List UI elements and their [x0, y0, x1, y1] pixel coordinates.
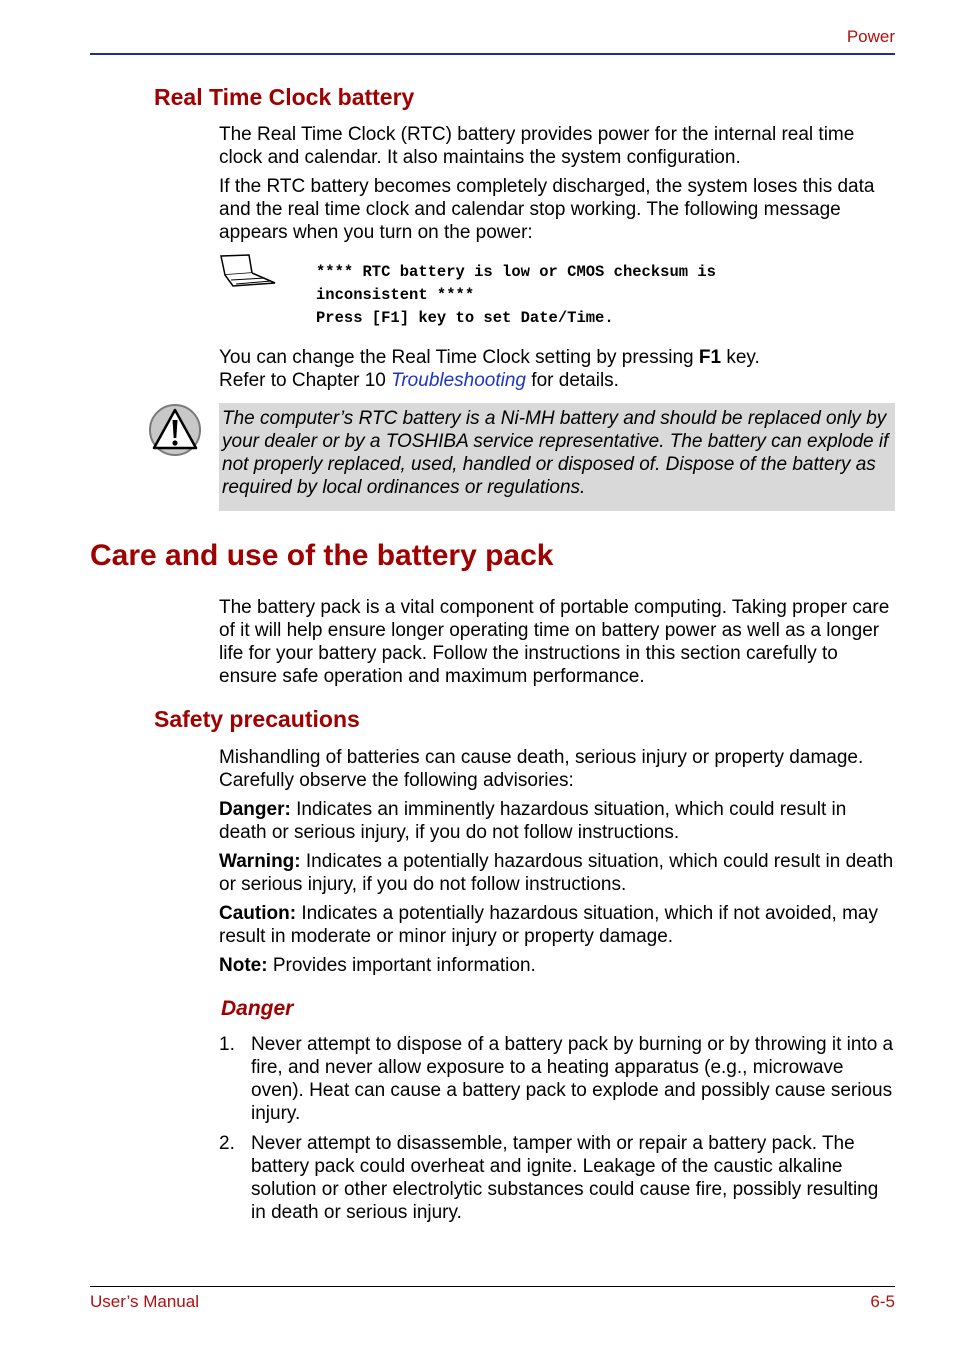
- caution-triangle-icon: [148, 403, 202, 457]
- care-heading: Care and use of the battery pack: [90, 539, 554, 572]
- header-rule: [90, 53, 895, 55]
- troubleshooting-link[interactable]: Troubleshooting: [391, 370, 527, 391]
- danger-list: [219, 1033, 895, 1231]
- definition-danger: Danger: Indicates an imminently hazardous situation, which could result in death or serious injury, if you do not follow instructions.: [219, 799, 847, 843]
- list-item: 1. Never attempt to dispose of a battery pack by burning or by throwing it into a fire, and never allow exposure to a heating apparatus (e.g., microwave oven). Heat can cause a battery pack to explode and possibly cause serious injury.: [219, 1034, 894, 1124]
- footer-manual-title: User’s Manual: [90, 1292, 199, 1311]
- rtc-body: [219, 123, 895, 250]
- safety-intro: Mishandling of batteries can cause death, serious injury or property damage. Carefully observe the following advisories:: [219, 747, 864, 791]
- list-item: 2. Never attempt to disassemble, tamper with or repair a battery pack. The battery pack could overheat and ignite. Leakage of the caustic alkaline solution or other electrolytic substances could cause fire, possibly resulting in death or serious injury.: [219, 1133, 879, 1223]
- page-number: 6-5: [870, 1292, 895, 1311]
- rtc-para-1: The Real Time Clock (RTC) battery provides power for the internal real time clock and calendar. It also maintains the system configuration.: [219, 124, 855, 168]
- f1-key: F1: [698, 347, 722, 368]
- rtc-message: [316, 261, 716, 330]
- care-intro: The battery pack is a vital component of portable computing. Taking proper care of it will help ensure longer operating time on battery power as well as a longer life for your battery pack. Follow the instructions in this section carefully to ensure safe operation and maximum performance.: [219, 597, 890, 687]
- definition-warning: Warning: Indicates a potentially hazardous situation, which could result in death or serious injury, if you do not follow instructions.: [219, 851, 894, 895]
- running-header: Power: [846, 27, 895, 46]
- rtc-message-line-3: Press [F1] key to set Date/Time.: [316, 309, 614, 327]
- safety-body: [219, 746, 895, 983]
- caution-note: [219, 403, 895, 511]
- rtc-para-2: If the RTC battery becomes completely discharged, the system loses this data and the real time clock and calendar stop working. The following message appears when you turn on the power:: [219, 176, 875, 243]
- danger-heading: Danger: [221, 997, 294, 1020]
- laptop-note-icon: [219, 253, 277, 289]
- rtc-change-text: You can change the Real Time Clock setting by pressing F1 key. Refer to Chapter 10 Troubleshooting for details.: [219, 347, 760, 391]
- rtc-heading: Real Time Clock battery: [154, 84, 415, 110]
- rtc-message-line-2: inconsistent ****: [316, 286, 475, 304]
- safety-heading: Safety precautions: [154, 706, 360, 732]
- definition-caution: Caution: Indicates a potentially hazardous situation, which if not avoided, may result in moderate or minor injury or property damage.: [219, 903, 878, 947]
- caution-note-text: The computer’s RTC battery is a Ni-MH battery and should be replaced only by your dealer or by a TOSHIBA service representative. The battery can explode if not properly replaced, used, handled or disposed of. Dispose of the battery as required by local ordinances or regulations.: [222, 408, 889, 498]
- definition-note: Note: Provides important information.: [219, 955, 536, 976]
- rtc-message-line-1: **** RTC battery is low or CMOS checksum is: [316, 263, 716, 281]
- footer-rule: [90, 1286, 895, 1287]
